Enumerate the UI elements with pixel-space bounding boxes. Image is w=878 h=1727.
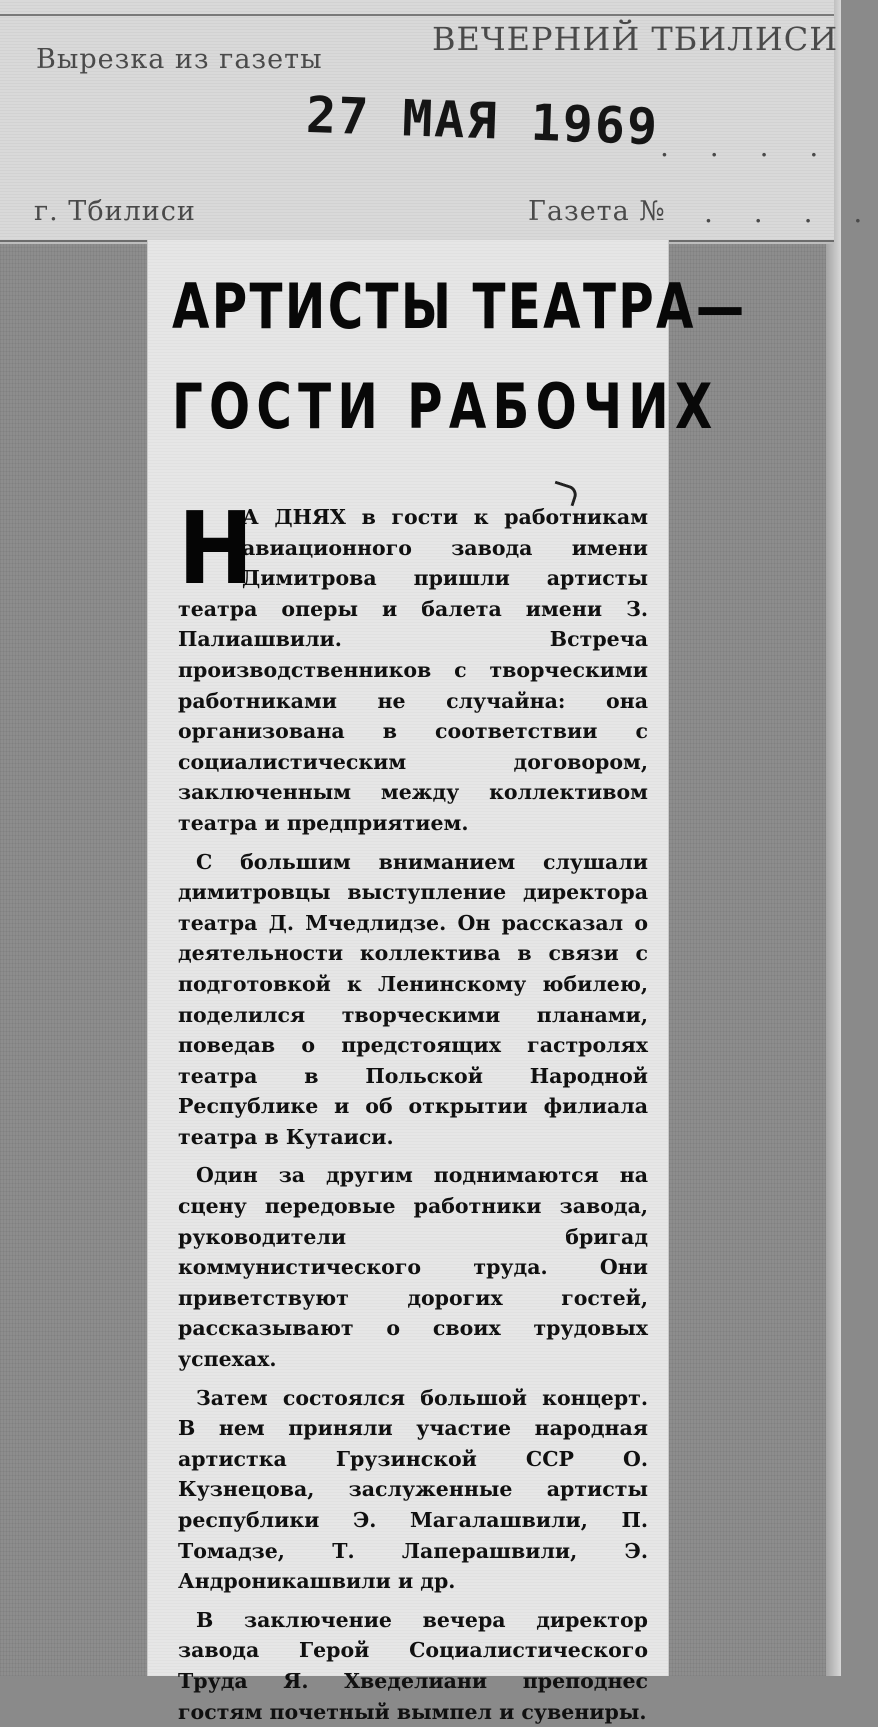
drop-cap: Н bbox=[178, 490, 254, 607]
date-stamp: 27 МАЯ 1969 bbox=[305, 85, 661, 157]
article-paragraph-5: В заключение вечера директор завода Герой Социалистического Труда Я. Хведелиани преподнес гостям почетный вымпел и сувениры. bbox=[178, 1607, 648, 1724]
issue-dots: . . . . bbox=[704, 196, 878, 229]
page-edge bbox=[826, 0, 841, 1676]
article-paragraph-2: С большим вниманием слушали димитровцы выступление директора театра Д. Мчедлидзе. Он рассказал о деятельности коллектива в связи с подготовкой к Ленинскому юбилею, поделился творческими планами, поведав о предстоящих гастролях театра в Польской Народной Республике и об открытии филиала театра в Кутаиси. bbox=[178, 849, 648, 1149]
article-paragraph-3: Один за другим поднимаются на сцену передовые работники завода, руководители бригад коммунистического труда. Они приветствуют дорогих гостей, рассказывают о своих трудовых успехах. bbox=[178, 1163, 648, 1372]
article-clipping bbox=[148, 240, 747, 1724]
issue-number-label: Газета № bbox=[528, 196, 666, 227]
article-body bbox=[178, 490, 648, 1727]
newspaper-name: ВЕЧЕРНИЙ ТБИЛИСИ bbox=[432, 20, 839, 58]
clipping-label bbox=[0, 0, 878, 242]
paragraph-text: А ДНЯХ в гости к работникам авиационного завода имени Димитрова пришли артисты театра оперы и балета имени З. Палиашвили. Встреча производственников с творческими работниками не случайна: она организована в соответствии с социалистическим договором, заключенным между коллективом театра и предприятием. bbox=[178, 505, 648, 835]
headline-line-1: АРТИСТЫ ТЕАТРА— bbox=[172, 270, 747, 343]
label-top-rule bbox=[0, 14, 834, 16]
article-paragraph-4: Затем состоялся большой концерт. В нем приняли участие народная артистка Грузинской ССР О. Кузнецова, заслуженные артисты республики Э. Магалашвили, П. Томадзе, Т. Лаперашвили, Э. Андроникашвили и др. bbox=[178, 1385, 648, 1594]
clipping-from-label: Вырезка из газеты bbox=[36, 44, 323, 75]
date-dots: . . . . bbox=[660, 130, 835, 163]
headline-line-2: ГОСТИ РАБОЧИХ bbox=[172, 370, 719, 443]
article-paragraph-1 bbox=[178, 490, 648, 839]
city-label: г. Тбилиси bbox=[34, 196, 196, 227]
